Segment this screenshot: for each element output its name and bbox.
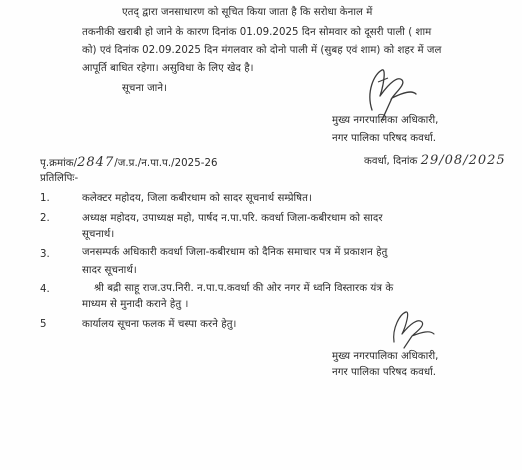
copy-num-3: 3. — [40, 249, 50, 260]
copy-2-line-2: सूचनार्थ। — [82, 229, 115, 240]
copy-4-line-1: श्री बद्री साहू राज.उप.निरी. न.पा.प.कवर्धा की ओर नगर में ध्वनि विस्तारक यंत्र के — [94, 283, 394, 294]
signature-2 — [384, 306, 444, 350]
copy-5-line-1: कार्यालय सूचना फलक में चस्पा करने हेतु। — [82, 319, 237, 330]
copy-num-4: 4. — [40, 284, 50, 295]
copy-num-1: 1. — [40, 193, 50, 204]
notice-line-1: एतद् द्वारा जनसाधारण को सूचित किया जाता है कि सरोधा केनाल में — [122, 7, 373, 18]
copy-num-2: 2. — [40, 213, 50, 224]
notice-line-2: तकनीकी खराबी हो जाने के कारण दिनांक 01.09.2025 दिन सोमवार को दूसरी पाली ( शाम — [82, 27, 432, 38]
notice-closing: सूचना जाने। — [122, 83, 167, 94]
ref-middle: /ज.प्र./न.पा.प./2025-26 — [114, 158, 218, 169]
signatory-1-office: नगर पालिका परिषद कवर्धा. — [332, 133, 437, 144]
reference-line — [40, 156, 218, 171]
notice-line-4: आपूर्ति बाधित रहेगा। असुविधा के लिए खेद है। — [82, 63, 254, 74]
signatory-2-office: नगर पालिका परिषद कवर्धा. — [332, 367, 437, 378]
copy-num-5: 5 — [40, 319, 47, 330]
signatory-2-title: मुख्य नगरपालिका अधिकारी, — [332, 351, 439, 362]
date-line — [364, 154, 506, 169]
copy-3-line-1: जनसम्पर्क अधिकारी कवर्धा जिला-कबीरधाम को दैनिक समाचार पत्र में प्रकाशन हेतु — [82, 247, 388, 258]
ref-prefix: पृ.क्रमांक/ — [40, 158, 78, 169]
ref-number: 2847 — [77, 155, 115, 170]
copy-1-line-1: कलेक्टर महोदय, जिला कबीरधाम को सादर सूचनार्थ सम्प्रेषित। — [82, 193, 312, 204]
copy-heading: प्रतिलिपिः- — [40, 173, 79, 184]
copy-3-line-2: सादर सूचनार्थ। — [82, 265, 137, 276]
copy-4-line-2: माध्यम से मुनादी कराने हेतु । — [82, 299, 189, 310]
ref-date: 29/08/2025 — [420, 153, 506, 168]
copy-2-line-1: अध्यक्ष महोदय, उपाध्यक्ष महो, पार्षद न.पा.परि. कवर्धा जिला-कबीरधाम को सादर — [82, 213, 383, 224]
ref-place: कवर्धा, दिनांक — [364, 156, 418, 167]
notice-line-3: को) एवं दिनांक 02.09.2025 दिन मंगलवार को दोनो पाली में (सुबह एवं शाम) को शहर में जल — [82, 45, 442, 56]
signatory-1-title: मुख्य नगरपालिका अधिकारी, — [332, 115, 439, 126]
